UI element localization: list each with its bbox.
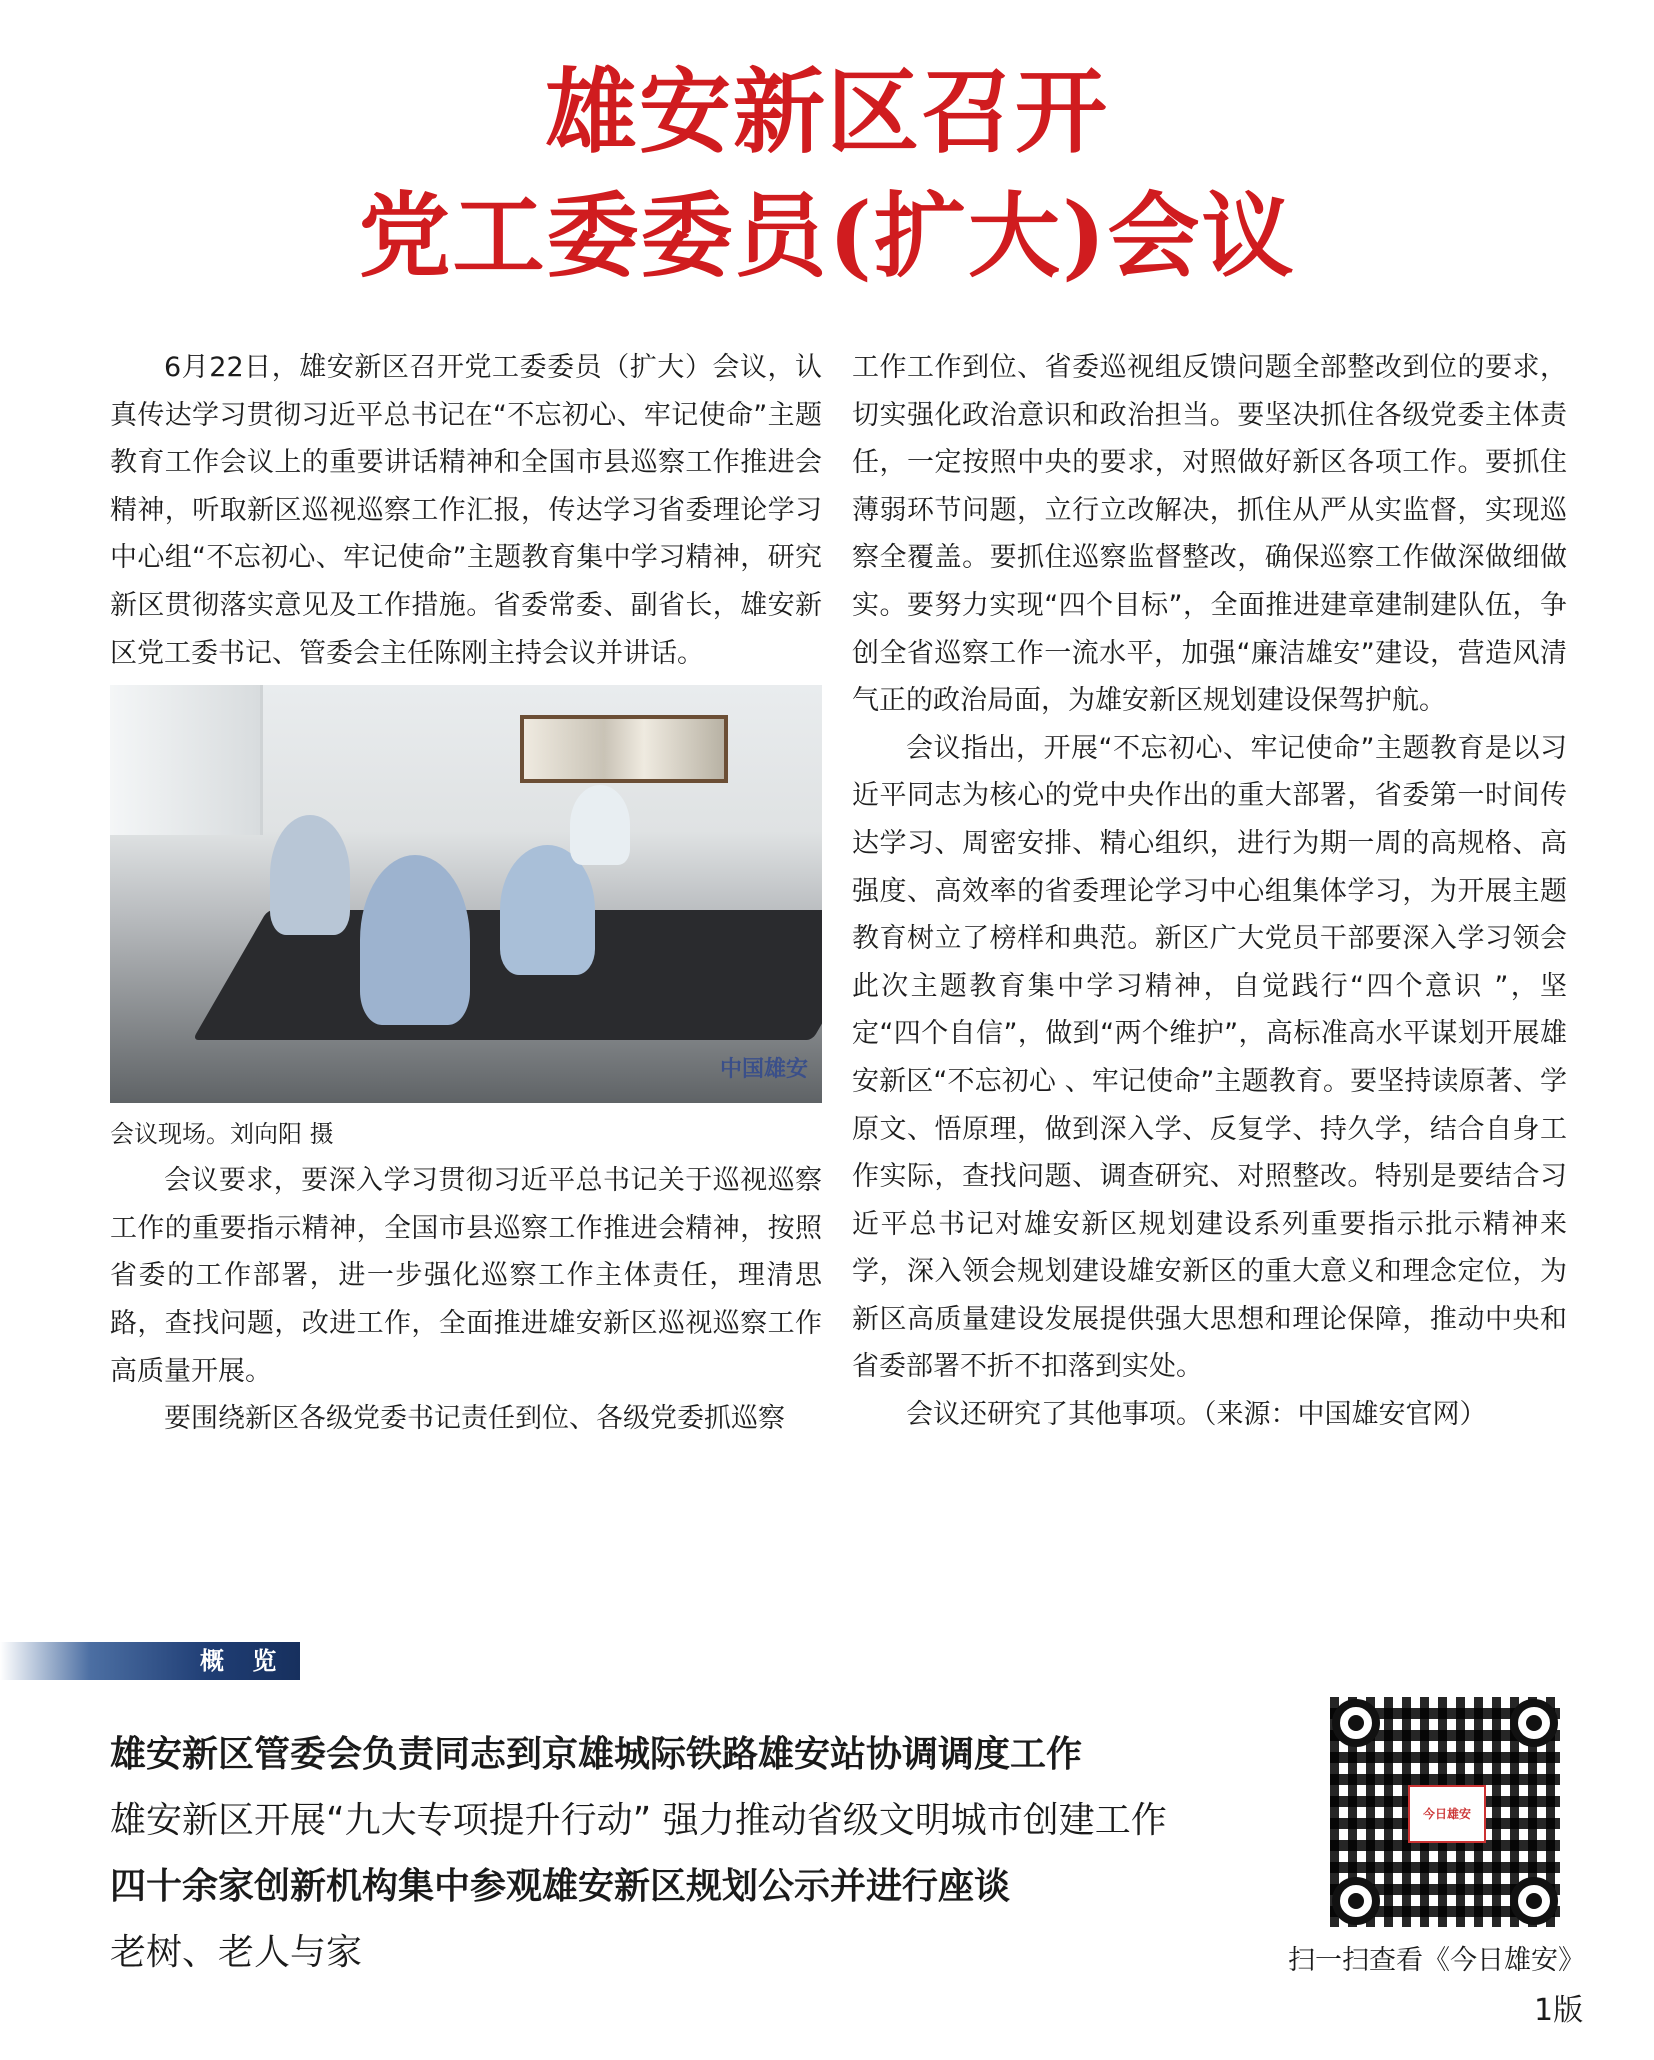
photo-person xyxy=(570,785,630,865)
article-paragraph-4: 会议指出，开展“不忘初心、牢记使命”主题教育是以习近平同志为核心的党中央作出的重大部署，省委第一时间传达学习、周密安排、精心组织，进行为期一周的高规格、高强度、高效率的省委理论学习中心组集体学习，为开展主题教育树立了榜样和典范。新区广大党员干部要深入学习领会此次主题教育集中学习精神，自觉践行“四个意识 ”，坚定“四个自信”，做到“两个维护”，高标准高水平谋划开展雄安新区“不忘初心 、牢记使命”主题教育。要坚持读原著、学原文、悟原理，做到深入学、反复学、持久学，结合自身工作实际，查找问题、调查研究、对照整改。特别是要结合习近平总书记对雄安新区规划建设系列重要指示批示精神来学，深入领会规划建设雄安新区的重大意义和理念定位，为新区高质量建设发展提供强大思想和理论保障，推动中央和省委部署不折不扣落到实处。 xyxy=(852,732,1567,1383)
overview-label: 概 览 xyxy=(200,1647,287,1675)
qr-finder-icon xyxy=(1332,1877,1380,1925)
photo-watermark: 中国雄安 xyxy=(719,1055,808,1082)
overview-header-bar xyxy=(0,1642,300,1680)
article-paragraph-1: 6月22日，雄安新区召开党工委委员（扩大）会议，认真传达学习贯彻习近平总书记在“不忘初心、牢记使命”主题教育工作会议上的重要讲话精神和全国市县巡察工作推进会精神，听取新区巡视巡察工作汇报，传达学习省委理论学习中心组“不忘初心、牢记使命”主题教育集中学习精神，研究新区贯彻落实意见及工作措施。省委常委、副省长，雄安新区党工委书记、管委会主任陈刚主持会议并讲话。 xyxy=(110,352,822,669)
photo-window xyxy=(110,685,263,835)
photo-person xyxy=(360,855,470,1025)
headline xyxy=(0,50,1654,298)
overview-item[interactable]: 雄安新区管委会负责同志到京雄城际铁路雄安站协调调度工作 xyxy=(110,1734,1083,1775)
page-number: 1版 xyxy=(1534,1993,1584,2028)
article-paragraph-3-continued: 工作工作到位、省委巡视组反馈问题全部整改到位的要求，切实强化政治意识和政治担当。要坚决抓住各级党委主体责任，一定按照中央的要求，对照做好新区各项工作。要抓住薄弱环节问题，立行立改解决，抓住从严从实监督，实现巡察全覆盖。要抓住巡察监督整改，确保巡察工作做深做细做实。要努力实现“四个目标”，全面推进建章建制建队伍，争创全省巡察工作一流水平，加强“廉洁雄安”建设，营造风清气正的政治局面，为雄安新区规划建设保驾护航。 xyxy=(852,352,1567,717)
overview-item[interactable]: 老树、老人与家 xyxy=(110,1932,363,1973)
qr-center-logo: 今日雄安 xyxy=(1408,1785,1486,1843)
overview-item[interactable]: 雄安新区开展“九大专项提升行动” 强力推动省级文明城市创建工作 xyxy=(110,1800,1167,1841)
qr-code[interactable] xyxy=(1330,1697,1560,1927)
overview-list xyxy=(110,1722,1167,1986)
meeting-photo xyxy=(110,685,822,1103)
overview-item[interactable]: 四十余家创新机构集中参观雄安新区规划公示并进行座谈 xyxy=(110,1866,1011,1907)
article-paragraph-2: 会议要求，要深入学习贯彻习近平总书记关于巡视巡察工作的重要指示精神，全国市县巡察工作推进会精神，按照省委的工作部署，进一步强化巡察工作主体责任，理清思路，查找问题，改进工作，全面推进雄安新区巡视巡察工作高质量开展。 xyxy=(110,1165,822,1387)
qr-finder-icon xyxy=(1510,1877,1558,1925)
article-left-column xyxy=(110,344,822,1443)
photo-painting xyxy=(520,715,728,783)
headline-line-1: 雄安新区召开 xyxy=(544,58,1109,166)
article-right-column xyxy=(852,344,1567,1439)
qr-finder-icon xyxy=(1332,1699,1380,1747)
photo-person xyxy=(270,815,350,935)
qr-caption: 扫一扫查看《今日雄安》 xyxy=(1288,1945,1585,1976)
headline-line-2: 党工委委员(扩大)会议 xyxy=(358,182,1296,290)
article-paragraph-3: 要围绕新区各级党委书记责任到位、各级党委抓巡察 xyxy=(164,1403,785,1435)
article-paragraph-5: 会议还研究了其他事项。（来源：中国雄安官网） xyxy=(906,1399,1487,1431)
photo-caption: 会议现场。刘向阳 摄 xyxy=(110,1120,334,1149)
qr-finder-icon xyxy=(1510,1699,1558,1747)
